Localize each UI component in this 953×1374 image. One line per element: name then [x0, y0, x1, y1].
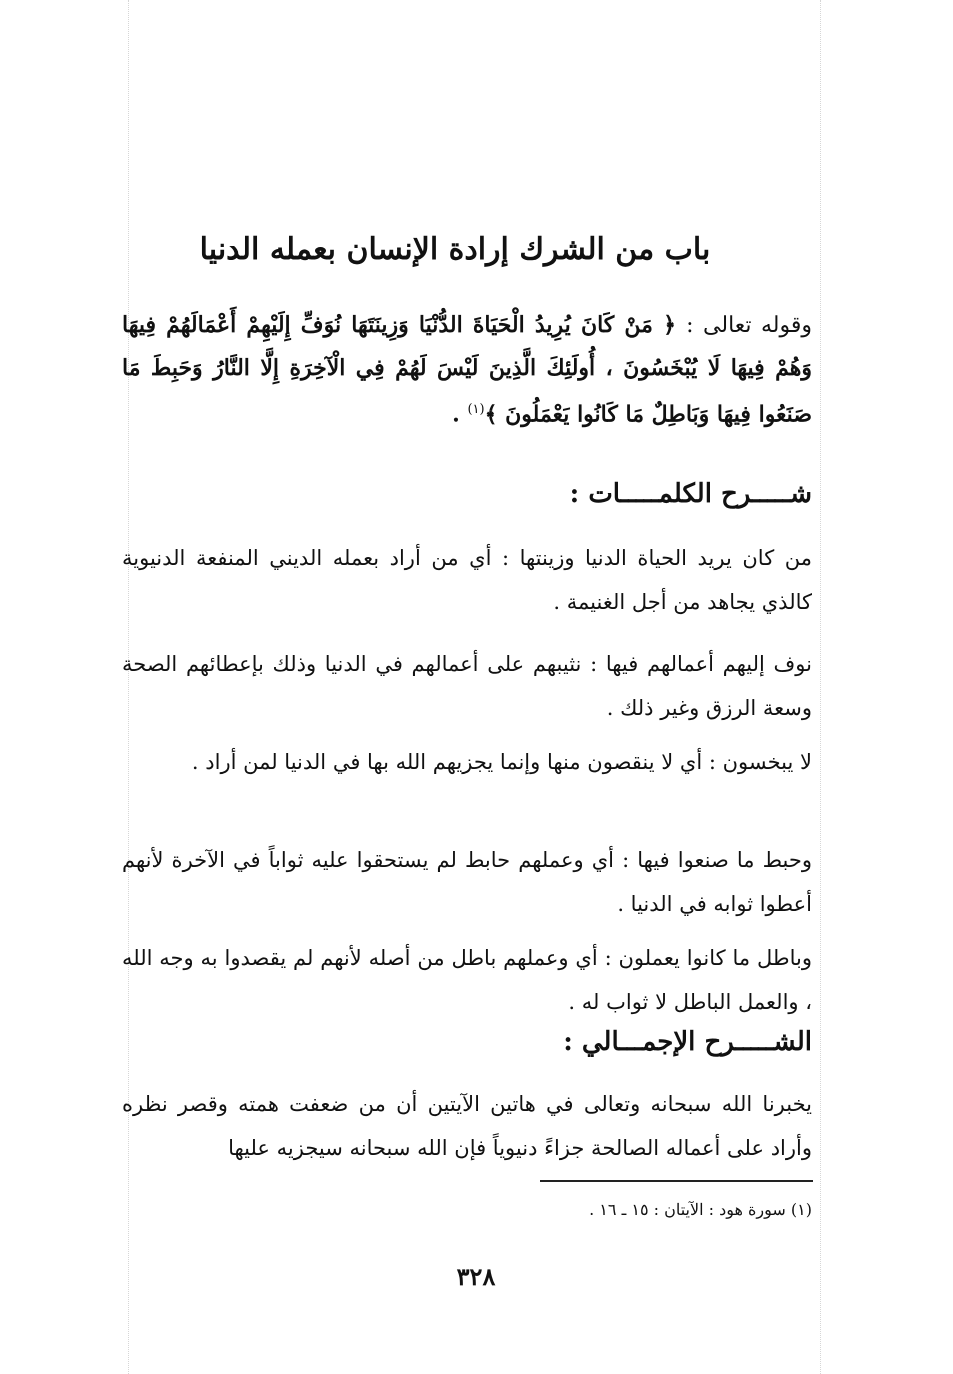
chapter-title: باب من الشرك إرادة الإنسان بعمله الدنيا	[199, 232, 711, 267]
footnote-divider	[540, 1180, 813, 1182]
page-number: ٣٢٨	[456, 1262, 496, 1291]
word-explanation: وباطل ما كانوا يعملون : أي وعملهم باطل من أصله لأنهم لم يقصدوا به وجه الله ، والعمل الباطل لا ثواب له .	[122, 946, 812, 1014]
quran-verse	[122, 304, 812, 435]
verse-end: .	[452, 401, 468, 428]
scan-artifact-line	[820, 0, 821, 1374]
verse-intro: وقوله تعالى :	[686, 313, 812, 338]
section-heading-general: الشـــــرح الإجمـــالي :	[563, 1027, 812, 1057]
word-explanation: لا يبخسون : أي لا ينقصون منها وإنما يجزيهم الله بها في الدنيا لمن أراد .	[191, 750, 812, 774]
section-heading-words: شـــــرح الكلمـــــات :	[569, 479, 812, 509]
word-explanation: نوف إليهم أعمالهم فيها : نثيبهم على أعمالهم في الدنيا وذلك بإعطائهم الصحة وسعة الرزق وغير ذلك .	[122, 652, 812, 720]
word-explanation: وحبط ما صنعوا فيها : أي وعملهم حابط لم يستحقوا عليه ثواباً في الآخرة لأنهم أعطوا ثوابه في الدنيا .	[122, 848, 812, 916]
footnote: (١) سورة هود : الآيتان : ١٥ ـ ١٦ .	[589, 1200, 812, 1219]
footnote-marker: (١)	[467, 402, 485, 417]
verse-text: ﴿ مَنْ كَانَ يُرِيدُ الْحَيَاةَ الدُّنْيَا وَزِينَتَهَا نُوَفِّ إِلَيْهِمْ أَعْمَالَهُمْ فِيهَا وَهُمْ فِيهَا لَا يُبْخَسُونَ ، أُولَئِكَ الَّذِينَ لَيْسَ لَهُمْ فِي الْآخِرَةِ إِلَّا النَّارُ وَحَبِطَ مَا صَنَعُوا فِيهَا وَبَاطِلٌ مَا كَانُوا يَعْمَلُونَ ﴾	[122, 312, 812, 428]
word-explanation: من كان يريد الحياة الدنيا وزينتها : أي من أراد بعمله الديني المنفعة الدنيوية كالذي يجاهد من أجل الغنيمة .	[122, 546, 812, 614]
summary-paragraph: يخبرنا الله سبحانه وتعالى في هاتين الآيتين أن من ضعفت همته وقصر نظره وأراد على أعماله الصالحة جزاءً دنيوياً فإن الله سبحانه سيجزيه عليها	[122, 1092, 812, 1160]
